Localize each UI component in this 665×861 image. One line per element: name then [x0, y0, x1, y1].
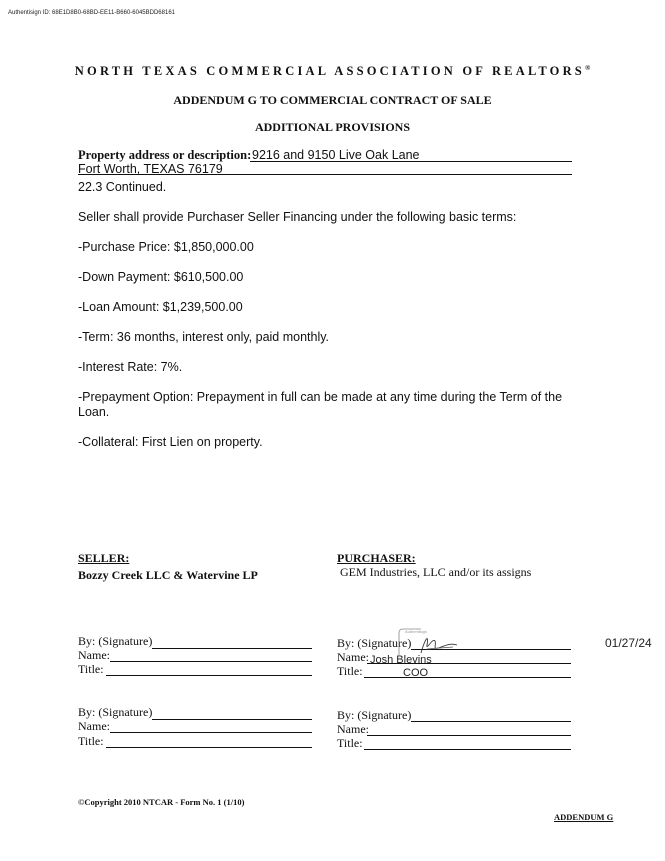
- seller-1-signature-line[interactable]: [152, 648, 312, 649]
- term-purchase-price: -Purchase Price: $1,850,000.00: [78, 240, 254, 254]
- seller-2-by-label: By: (Signature): [78, 705, 153, 719]
- purchaser-2-by-label: By: (Signature): [337, 708, 412, 722]
- purchaser-1-sign-date: 01/27/24: [605, 636, 652, 650]
- seller-1-name-label: Name:: [78, 648, 110, 662]
- purchaser-1-signed-title: COO: [403, 667, 429, 679]
- seller-heading: SELLER:: [78, 551, 130, 565]
- registered-mark: ®: [584, 64, 591, 72]
- organization-name: NORTH TEXAS COMMERCIAL ASSOCIATION OF REALTORS: [74, 64, 585, 79]
- purchaser-name: GEM Industries, LLC and/or its assigns: [340, 565, 532, 579]
- document-title: ADDENDUM G TO COMMERCIAL CONTRACT OF SALE: [173, 93, 492, 107]
- purchaser-2-signature-line[interactable]: [411, 721, 571, 722]
- seller-1-by-label: By: (Signature): [78, 634, 153, 648]
- copyright-notice: ©Copyright 2010 NTCAR - Form No. 1 (1/10): [78, 797, 245, 807]
- seller-name: Bozzy Creek LLC & Watervine LP: [78, 568, 258, 582]
- purchaser-1-by-label: By: (Signature): [337, 636, 412, 650]
- financing-intro: Seller shall provide Purchaser Seller Financing under the following basic terms:: [78, 210, 517, 224]
- purchaser-1-signed-name: Josh Blevins: [370, 654, 432, 666]
- signature-stamp-label: Authentisign: [405, 629, 428, 634]
- term-duration: -Term: 36 months, interest only, paid monthly.: [78, 330, 330, 344]
- purchaser-2-name-line[interactable]: [367, 735, 571, 736]
- envelope-id: Authentisign ID: 68E1D8B0-68BD-EE11-B660-6045BDD68161: [8, 10, 175, 16]
- purchaser-1-title-label: Title:: [337, 664, 363, 678]
- purchaser-2-name-label: Name:: [337, 722, 369, 736]
- seller-1-title-label: Title:: [78, 662, 104, 676]
- property-line-1: 9216 and 9150 Live Oak Lane: [252, 148, 420, 162]
- seller-1-title-line[interactable]: [106, 675, 312, 676]
- signature-scribble: [421, 639, 457, 653]
- property-underline-2: [78, 174, 572, 175]
- property-underline-1: [250, 161, 572, 162]
- property-label: Property address or description:: [78, 148, 252, 162]
- term-down-payment: -Down Payment: $610,500.00: [78, 270, 244, 284]
- property-line-2: Fort Worth, TEXAS 76179: [78, 162, 223, 176]
- seller-2-signature-line[interactable]: [152, 719, 312, 720]
- purchaser-1-title-line[interactable]: [364, 677, 571, 678]
- term-interest-rate: -Interest Rate: 7%.: [78, 360, 183, 374]
- seller-2-title-line[interactable]: [106, 747, 312, 748]
- purchaser-heading: PURCHASER:: [337, 551, 416, 565]
- term-prepayment: -Prepayment Option: Prepayment in full can be made at any time during the Term of the Loan.: [78, 390, 563, 419]
- term-collateral: -Collateral: First Lien on property.: [78, 435, 263, 449]
- continued-note: 22.3 Continued.: [78, 180, 167, 194]
- term-loan-amount: -Loan Amount: $1,239,500.00: [78, 300, 243, 314]
- seller-2-title-label: Title:: [78, 734, 104, 748]
- seller-2-name-line[interactable]: [110, 732, 312, 733]
- purchaser-2-title-label: Title:: [337, 736, 363, 750]
- form-tag: ADDENDUM G: [554, 812, 614, 822]
- purchaser-1-name-label: Name:: [337, 650, 369, 664]
- purchaser-2-title-line[interactable]: [364, 749, 571, 750]
- seller-2-name-label: Name:: [78, 719, 110, 733]
- organization-heading: [0, 64, 665, 79]
- document-subtitle: ADDITIONAL PROVISIONS: [254, 120, 411, 134]
- seller-1-name-line[interactable]: [110, 661, 312, 662]
